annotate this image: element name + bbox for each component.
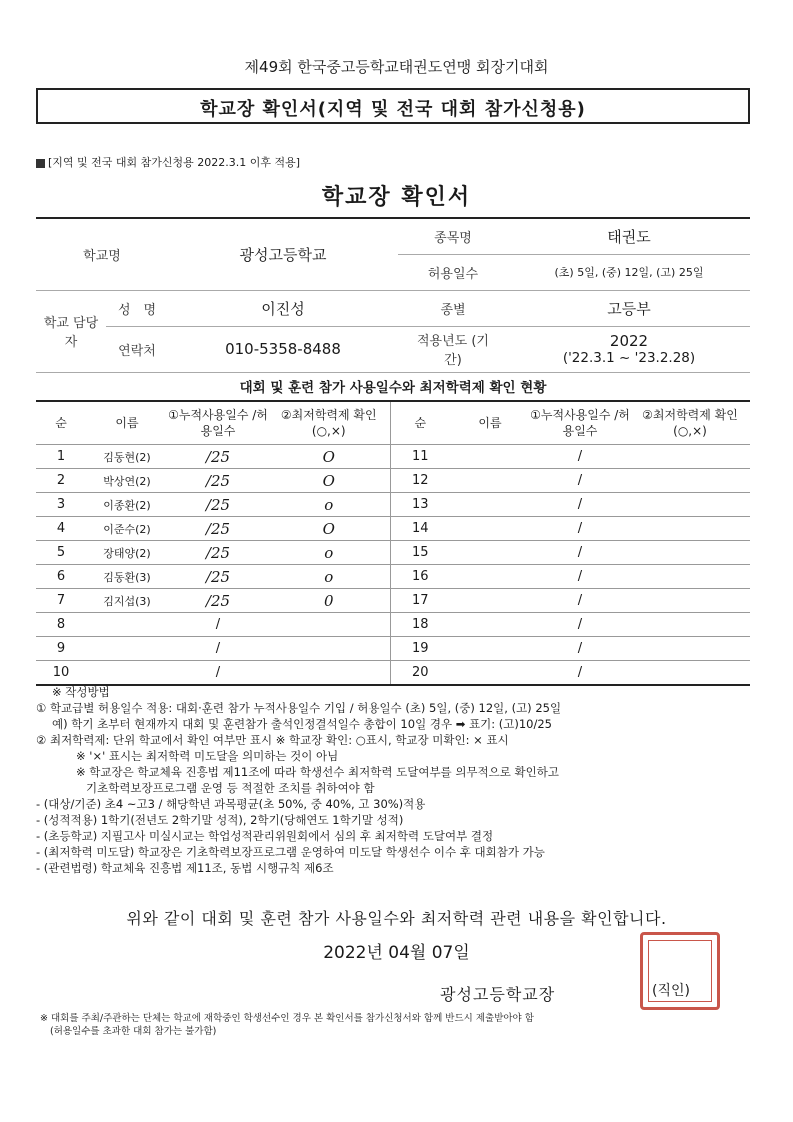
row-no: 11 [390,445,450,469]
note-2: ② 최저학력제: 단위 학교에서 확인 여부만 표시 ※ 학교장 확인: ○표시, 학교장 미확인: × 표시 [36,733,509,747]
table-row [36,445,750,469]
col-days: ①누적사용일수 /허용일수 [168,401,268,445]
col-name-right: 이름 [450,401,530,445]
row-days: / [530,493,630,517]
row-no: 1 [36,445,86,469]
row-name [450,565,530,589]
row-academic: o [268,565,390,589]
confirm-statement: 위와 같이 대회 및 훈련 참가 사용일수와 최저학력 관련 내용을 확인합니다. [126,909,667,928]
row-no: 7 [36,589,86,613]
note-1-example: 예) 학기 초부터 현재까지 대회 및 훈련참가 출석인정결석일수 총합이 10일 경우 ➡ 표기: (고)10/25 [52,717,552,731]
sport-value: 태권도 [508,218,750,254]
row-name [450,589,530,613]
row-days: / [530,517,630,541]
row-name: 김동환(3) [86,565,168,589]
event-name: 제49회 한국중고등학교태권도연맹 회장기대회 [244,58,549,76]
row-days: / [168,637,268,661]
row-academic [630,613,750,637]
square-bullet-icon [36,159,45,168]
period-label: 적용년도 (기간) [398,326,508,372]
row-academic: O [268,445,390,469]
row-days: /25 [168,445,268,469]
doc-title: 학교장 확인서 [321,185,472,210]
row-academic [630,541,750,565]
row-academic [630,589,750,613]
name-value: 이진성 [168,290,398,326]
col-academic-right: ②최저학력제 확인(○,×) [630,401,750,445]
info-table [36,217,750,373]
manager-label: 학교 담당자 [36,290,106,372]
row-days: /25 [168,565,268,589]
row-name [450,517,530,541]
row-academic [630,493,750,517]
row-no: 15 [390,541,450,565]
note-d5: - (관련법령) 학교체육 진흥법 제11조, 동법 시행규칙 제6조 [36,861,334,875]
row-days: / [530,661,630,686]
section-title: 대회 및 훈련 참가 사용일수와 최저학력제 확인 현황 [239,380,547,396]
row-no: 20 [390,661,450,686]
table-row [36,637,750,661]
contact-label: 연락처 [106,326,168,372]
row-days: / [530,637,630,661]
table-row [36,541,750,565]
table-row [36,493,750,517]
note-d1: - (대상/기준) 초4 ~고3 / 해당학년 과목평균(초 50%, 중 40%, 고 30%)적용 [36,797,426,811]
row-academic [630,469,750,493]
row-name: 박상연(2) [86,469,168,493]
note-d2: - (성적적용) 1학기(전년도 2학기말 성적), 2학기(당해연도 1학기말 성적) [36,813,404,827]
note-d3: - (초등학교) 지필고사 미실시교는 학업성적관리위원회에서 심의 후 최저학력 도달여부 결정 [36,829,494,843]
row-no: 6 [36,565,86,589]
row-no: 2 [36,469,86,493]
row-days: / [168,661,268,686]
table-row [36,565,750,589]
row-name: 장태양(2) [86,541,168,565]
row-days: / [168,613,268,637]
row-days: / [530,589,630,613]
roster-table [36,400,750,686]
note-2b: ※ 학교장은 학교체육 진흥법 제11조에 따라 학생선수 최저학력 도달여부를 의무적으로 확인하고 [76,765,559,779]
period-year: 2022 [609,332,649,350]
row-name [450,541,530,565]
col-name: 이름 [86,401,168,445]
contact-value: 010-5358-8488 [168,326,398,372]
row-name [450,637,530,661]
row-days: / [530,541,630,565]
row-academic [268,661,390,686]
row-no: 12 [390,469,450,493]
row-no: 13 [390,493,450,517]
row-no: 10 [36,661,86,686]
row-days: /25 [168,517,268,541]
sport-label: 종목명 [398,218,508,254]
form-note [36,154,300,170]
note-d4: - (최저학력 미도달) 학교장은 기초학력보장프로그램 운영하여 미도달 학생선수 이수 후 대회참가 가능 [36,845,545,859]
row-no: 9 [36,637,86,661]
table-row [36,661,750,686]
row-name: 이종환(2) [86,493,168,517]
row-name: 김동현(2) [86,445,168,469]
name-label: 성 명 [106,290,168,326]
row-days: / [530,445,630,469]
row-academic: o [268,493,390,517]
row-no: 8 [36,613,86,637]
row-days: / [530,565,630,589]
row-no: 4 [36,517,86,541]
row-name [86,637,168,661]
principal-name: 광성고등학교장 [440,985,556,1004]
row-name [450,661,530,686]
table-row [36,613,750,637]
form-note-text: [지역 및 전국 대회 참가신청용 2022.3.1 이후 적용] [48,156,301,169]
school-value: 광성고등학교 [168,218,398,290]
allowed-days-value: (초) 5일, (중) 12일, (고) 25일 [508,254,750,290]
row-name [450,469,530,493]
row-no: 3 [36,493,86,517]
main-title: 학교장 확인서(지역 및 전국 대회 참가신청용) [200,99,586,120]
notes [36,684,750,876]
row-days: /25 [168,589,268,613]
allowed-days-label: 허용일수 [398,254,508,290]
row-academic: O [268,517,390,541]
col-no-right: 순 [390,401,450,445]
row-name: 이준수(2) [86,517,168,541]
category-value: 고등부 [508,290,750,326]
row-days: /25 [168,469,268,493]
row-academic [630,637,750,661]
issue-date: 2022년 04월 07일 [323,943,470,963]
category-label: 종별 [398,290,508,326]
row-days: / [530,613,630,637]
table-row [36,517,750,541]
row-name [450,613,530,637]
row-academic: O [268,469,390,493]
row-name [450,445,530,469]
row-academic: 0 [268,589,390,613]
period-range: ('22.3.1 ~ '23.2.28) [562,350,696,366]
row-academic [630,565,750,589]
footnote-2: (허용일수를 초과한 대회 참가는 불가함) [50,1026,217,1037]
note-2c: 기초학력보장프로그램 운영 등 적절한 조치를 취하여야 함 [86,781,375,795]
table-row [36,589,750,613]
row-name [86,661,168,686]
row-name [86,613,168,637]
row-no: 5 [36,541,86,565]
row-academic [268,637,390,661]
row-name [450,493,530,517]
footnote-1: ※ 대회를 주최/주관하는 단체는 학교에 재학중인 학생선수인 경우 본 확인서를 참가신청서와 함께 반드시 제출받아야 함 [40,1013,534,1024]
col-no: 순 [36,401,86,445]
row-name: 김지섭(3) [86,589,168,613]
note-1: ① 학교급별 허용일수 적용: 대회·훈련 참가 누적사용일수 기입 / 허용일수 (초) 5일, (중) 12일, (고) 25일 [36,701,562,715]
period-value [508,326,750,372]
row-academic [630,517,750,541]
row-days: /25 [168,493,268,517]
table-row [36,469,750,493]
row-no: 17 [390,589,450,613]
row-academic [630,661,750,686]
col-academic: ②최저학력제 확인(○,×) [268,401,390,445]
seal-mark: (직인) [652,983,690,999]
col-days-right: ①누적사용일수 /허용일수 [530,401,630,445]
note-2a: ※ '×' 표시는 최저학력 미도달을 의미하는 것이 아님 [76,749,339,763]
row-academic: o [268,541,390,565]
notes-heading: ※ 작성방법 [52,685,110,699]
row-no: 16 [390,565,450,589]
row-academic [268,613,390,637]
row-academic [630,445,750,469]
row-no: 18 [390,613,450,637]
row-no: 14 [390,517,450,541]
row-days: / [530,469,630,493]
footnote [40,1012,754,1038]
row-days: /25 [168,541,268,565]
school-label: 학교명 [36,218,168,290]
row-no: 19 [390,637,450,661]
